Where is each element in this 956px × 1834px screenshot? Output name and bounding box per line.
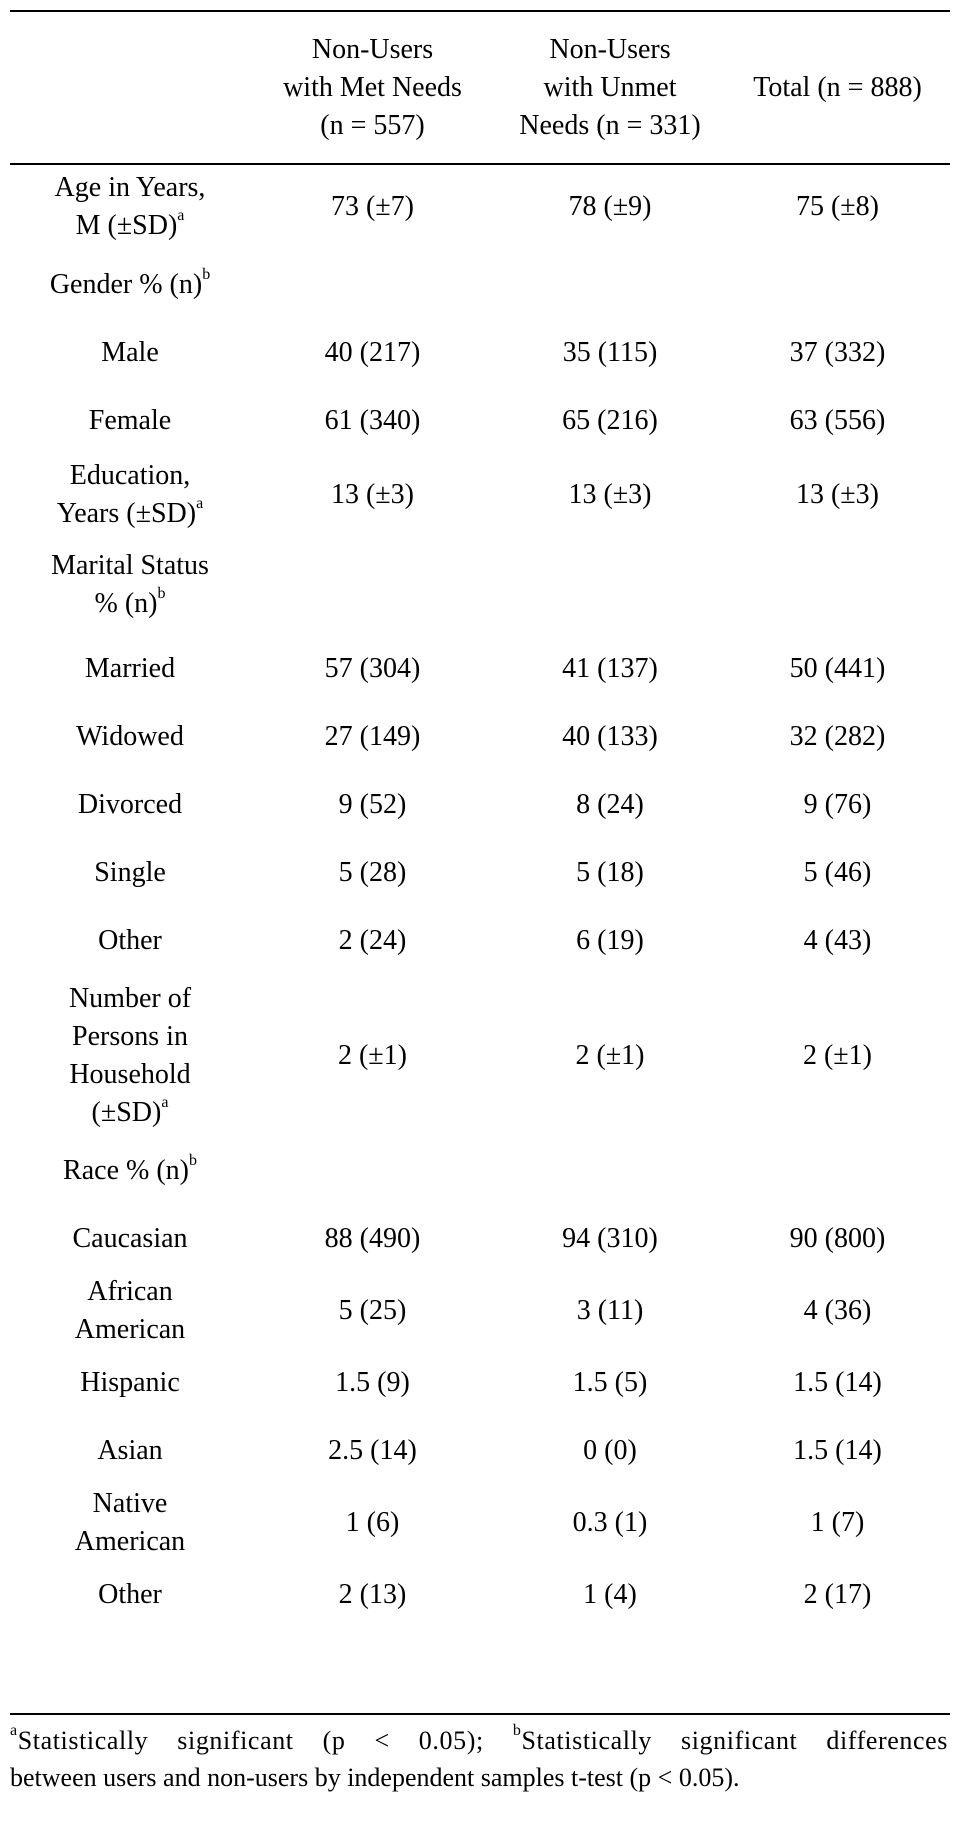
table-bottom-rule <box>10 1713 950 1715</box>
cell-met-needs <box>250 1137 495 1205</box>
cell-met-needs: 61 (340) <box>324 405 421 436</box>
cell-total: 13 (±3) <box>795 479 879 510</box>
row-label: Other <box>98 1579 162 1610</box>
row-label: Single <box>94 857 166 888</box>
table-header-row <box>10 12 950 163</box>
cell-total: 90 (800) <box>789 1223 886 1254</box>
cell-total: 5 (46) <box>803 857 872 888</box>
row-label: Widowed <box>76 721 184 752</box>
cell-unmet-needs <box>495 535 725 635</box>
cell-total: 9 (76) <box>803 789 872 820</box>
table-row <box>10 1137 950 1205</box>
cell-total: 4 (36) <box>803 1295 872 1326</box>
row-label: Caucasian <box>72 1223 188 1254</box>
cell-total: 2 (±1) <box>802 1040 872 1071</box>
cell-unmet-needs: 2 (±1) <box>575 1040 645 1071</box>
cell-unmet-needs: 0 (0) <box>583 1435 637 1466</box>
cell-total: 1 (7) <box>810 1507 865 1538</box>
table-row <box>10 1205 950 1273</box>
cell-met-needs: 2 (±1) <box>337 1040 407 1071</box>
cell-total: 1.5 (14) <box>793 1435 882 1466</box>
cell-unmet-needs: 78 (±9) <box>568 191 652 222</box>
row-label: Gender % $(n)^b$ <box>49 265 211 300</box>
cell-total: 2 (17) <box>803 1579 872 1610</box>
row-label: African American <box>74 1276 186 1345</box>
table-row <box>10 251 950 319</box>
cell-total: 32 (282) <box>789 721 886 752</box>
table-row <box>10 703 950 771</box>
row-label: Age in Years, M $(\pm SD)^a$ <box>54 172 206 241</box>
cell-unmet-needs: 40 (133) <box>562 721 658 752</box>
row-label: Male <box>101 337 159 368</box>
cell-unmet-needs: 13 (±3) <box>568 479 652 510</box>
cell-met-needs: 1 (6) <box>345 1507 400 1538</box>
header-unmet-needs: Non-Users with Unmet Needs (n = 331) <box>519 33 701 141</box>
cell-met-needs: 5 (28) <box>338 857 407 888</box>
row-label: Divorced <box>77 789 183 820</box>
table-row <box>10 635 950 703</box>
cell-unmet-needs: 94 (310) <box>562 1223 658 1254</box>
cell-unmet-needs <box>495 251 725 319</box>
cell-met-needs: 73 (±7) <box>330 191 414 222</box>
row-label: Married <box>84 653 176 684</box>
row-label: Marital Status % $(n)^b$ <box>51 550 209 619</box>
cell-met-needs: 88 (490) <box>324 1223 421 1254</box>
cell-total: 63 (556) <box>789 405 886 436</box>
cell-unmet-needs: 0.3 (1) <box>572 1507 648 1538</box>
cell-met-needs: 2 (13) <box>338 1579 407 1610</box>
table-row <box>10 1561 950 1629</box>
row-label: Female <box>88 405 172 436</box>
row-label: Race % $(n)^b$ <box>63 1151 197 1186</box>
cell-met-needs: 1.5 (9) <box>335 1367 410 1398</box>
row-label: Asian <box>97 1435 163 1466</box>
cell-total: 37 (332) <box>789 337 886 368</box>
table-row <box>10 975 950 1137</box>
cell-unmet-needs: 35 (115) <box>562 337 658 368</box>
cell-met-needs <box>250 251 495 319</box>
cell-total: 50 (441) <box>789 653 886 684</box>
table-row <box>10 1349 950 1417</box>
cell-met-needs <box>250 535 495 635</box>
cell-total <box>725 251 950 319</box>
cell-unmet-needs: 8 (24) <box>576 789 644 820</box>
table-row <box>10 163 950 251</box>
cell-met-needs: 2.5 (14) <box>328 1435 417 1466</box>
table-row <box>10 319 950 387</box>
cell-unmet-needs: 41 (137) <box>562 653 658 684</box>
table-row <box>10 535 950 635</box>
table-row <box>10 907 950 975</box>
footnote-line-2: between users and non-users by independent samples t-test (p < 0.05). <box>10 1763 740 1792</box>
demographics-table <box>10 12 950 1629</box>
header-stub-cell <box>10 12 250 163</box>
table-row <box>10 839 950 907</box>
footnote-line-1: $^a$Statistically significant (p < 0.05); $^b$Statistically significant differences <box>10 1722 948 1755</box>
cell-unmet-needs: 5 (18) <box>576 857 644 888</box>
header-met-needs: Non-Users with Met Needs (n = 557) <box>283 33 462 141</box>
row-label: Hispanic <box>80 1367 180 1398</box>
cell-unmet-needs: 1.5 (5) <box>572 1367 648 1398</box>
cell-total <box>725 1137 950 1205</box>
table-row <box>10 1485 950 1561</box>
cell-met-needs: 27 (149) <box>324 721 421 752</box>
cell-total: 1.5 (14) <box>793 1367 882 1398</box>
row-label: Education, Years $(\pm SD)^a$ <box>56 460 204 529</box>
cell-unmet-needs: 6 (19) <box>576 925 644 956</box>
cell-unmet-needs <box>495 1137 725 1205</box>
cell-total <box>725 535 950 635</box>
cell-met-needs: 40 (217) <box>324 337 421 368</box>
table-row <box>10 455 950 535</box>
row-label: Number of Persons in Household $(\pm SD)^a$ <box>68 983 192 1128</box>
cell-met-needs: 13 (±3) <box>330 479 414 510</box>
cell-met-needs: 57 (304) <box>324 653 421 684</box>
cell-met-needs: 5 (25) <box>338 1295 407 1326</box>
cell-met-needs: 9 (52) <box>338 789 407 820</box>
row-label: Native American <box>74 1488 186 1557</box>
cell-met-needs: 2 (24) <box>338 925 407 956</box>
cell-unmet-needs: 1 (4) <box>583 1579 637 1610</box>
table-row <box>10 1273 950 1349</box>
header-total: Total (n = 888) <box>753 71 922 103</box>
cell-total: 75 (±8) <box>795 191 879 222</box>
table-row <box>10 1417 950 1485</box>
cell-unmet-needs: 3 (11) <box>576 1295 644 1326</box>
cell-total: 4 (43) <box>803 925 872 956</box>
row-label: Other <box>98 925 162 956</box>
table-row <box>10 387 950 455</box>
table-row <box>10 771 950 839</box>
table-footnote <box>10 1722 948 1796</box>
cell-unmet-needs: 65 (216) <box>562 405 658 436</box>
